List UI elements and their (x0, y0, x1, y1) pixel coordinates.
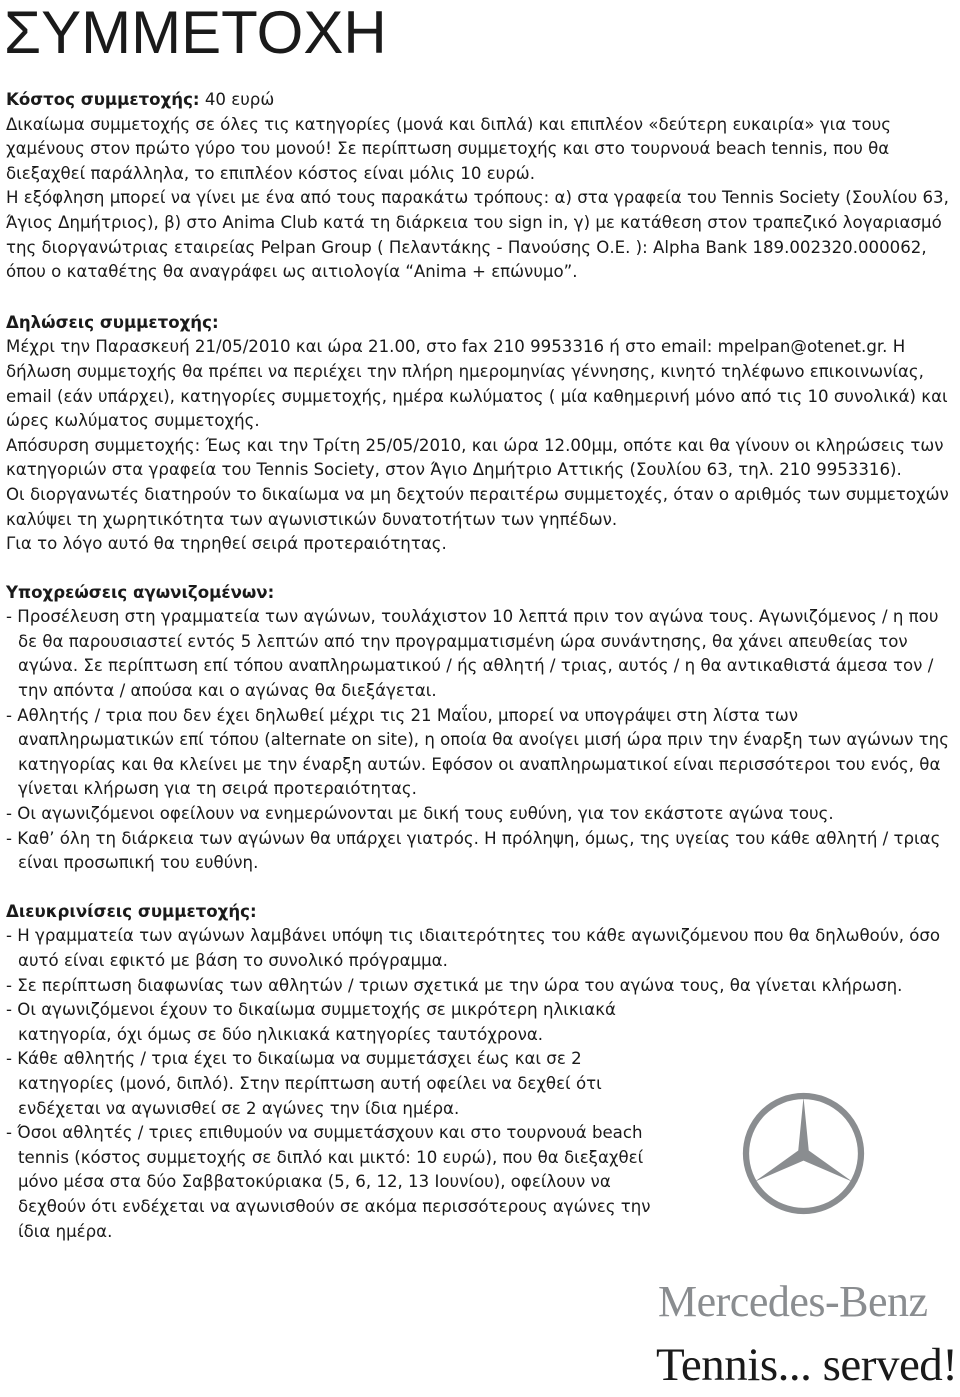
cost-value: 40 ευρώ (199, 90, 275, 109)
payment-paragraph: Η εξόφληση μπορεί να γίνει με ένα από τους παρακάτω τρόπους: α) στα γραφεία του Tennis Society (Σουλίου 63, Άγιος Δημήτριος), β) στο Anima Club κατά τη διάρκεια του sign in, γ) με κατάθεση στον τραπεζικό λογαριασμό της διοργανώτριας εταιρείας Pelpan Group ( Πελαντάκης - Πανούσης Ο.Ε. ): Alpha Bank 189.002320.000062, όπου ο καταθέτης θα αναγράφει ως αιτιολογία “Anima + επώνυμο”. (6, 188, 949, 282)
cost-line (6, 88, 952, 113)
page-title: ΣΥΜΜΕΤΟΧΗ (4, 0, 387, 66)
brand-name: Mercedes-Benz (658, 1277, 928, 1326)
declarations-paragraph: Μέχρι την Παρασκευή 21/05/2010 και ώρα 21.00, στο fax 210 9953316 ή στο email: mpelpan@otenet.gr. Η δήλωση συμμετοχής θα πρέπει να περιέχει την πλήρη ημερομηνίας γέννησης, κινητό τηλέφωνο επικοινωνίας, email (εάν υπάρχει), κατηγορίες συμμετοχής, ημέρα κωλύματος ( μία καθημερινή μόνο από τις 10 συνολικά) και ώρες κωλύματος συμμετοχής. (6, 337, 948, 431)
cost-paragraph: Δικαίωμα συμμετοχής σε όλες τις κατηγορίες (μονά και διπλά) και επιπλέον «δεύτερη ευκαιρία» για τους χαμένους στον πρώτο γύρο του μονού! Σε περίπτωση συμμετοχής και στο τουρνουά beach tennis, που θα διεξαχθεί παράλληλα, το επιπλέον κόστος είναι μόλις 10 ευρώ. (6, 114, 891, 183)
obligations-section (6, 581, 952, 876)
declarations-heading: Δηλώσεις συμμετοχής: (6, 312, 219, 332)
priority-paragraph: Για το λόγο αυτό θα τηρηθεί σειρά προτεραιότητας. (6, 534, 447, 554)
list-item: - Προσέλευση στη γραμματεία των αγώνων, τουλάχιστον 10 λεπτά πριν τον αγώνα τους. Αγωνιζόμενος / η που δε θα παρουσιαστεί εντός 5 λεπτών από την προγραμματισμένη ώρα συνάντησης, θα χάνει απευθείας τον αγώνα. Σε περίπτωση επί τόπου αναπληρωματικού / ής αθλητή / τριας, αυτός / η θα αντικαθιστά άμεσα τον / την απόντα / απούσα και ο αγώνας θα διεξάγεται. (6, 607, 939, 701)
list-item: - Καθ’ όλη τη διάρκεια των αγώνων θα υπάρχει γιατρός. Η πρόληψη, όμως, της υγείας του κάθε αθλητή / τριας είναι προσωπική του ευθύνη. (6, 828, 941, 873)
list-item: - Οι αγωνιζόμενοι έχουν το δικαίωμα συμμετοχής σε μικρότερη ηλικιακά κατηγορία, όχι όμως σε δύο ηλικιακά κατηγορίες ταυτόχρονα. (6, 1000, 616, 1044)
obligations-heading: Υποχρεώσεις αγωνιζομένων: (6, 582, 275, 602)
cost-label: Κόστος συμμετοχής: (6, 90, 200, 109)
cost-section (6, 88, 952, 285)
tagline: Tennis... served! (656, 1339, 958, 1391)
list-item: - Σε περίπτωση διαφωνίας των αθλητών / τριων σχετικά με την ώρα του αγώνα τους, θα γίνεται κλήρωση. (6, 975, 903, 995)
declarations-section (6, 311, 952, 557)
list-item: - Κάθε αθλητής / τρια έχει το δικαίωμα να συμμετάσχει έως και σε 2 κατηγορίες (μονό, διπλό). Στην περίπτωση αυτή οφείλει να δεχθεί ότι ενδέχεται να αγωνισθεί σε 2 αγώνες την ίδια ημέρα. (6, 1049, 602, 1118)
obligations-list (6, 605, 952, 876)
withdrawal-paragraph: Απόσυρση συμμετοχής: Έως και την Τρίτη 25/05/2010, και ώρα 12.00μμ, οπότε και θα γίνουν οι κληρώσεις των κατηγοριών στα γραφεία του Tennis Society, στον Άγιο Δημήτριο Αττικής (Σουλίου 63, τηλ. 210 9953316). (6, 435, 944, 480)
clarifications-heading: Διευκρινίσεις συμμετοχής: (6, 901, 257, 921)
list-item: - Αθλητής / τρια που δεν έχει δηλωθεί μέχρι τις 21 Μαΐου, μπορεί να υπογράψει στη λίστα των αναπληρωματικών επί τόπου (alternate on site), η οποία θα ανοίγει μισή ώρα πριν την έναρξη των αγώνων της κατηγορίας και θα κλείνει με την έναρξη αυτών. Εφόσον οι αναπληρωματικοί είναι περισσότεροι του ενός, θα γίνεται κλήρωση για τη σειρά προτεραιότητας. (6, 705, 949, 799)
capacity-paragraph: Οι διοργανωτές διατηρούν το δικαίωμα να μη δεχτούν περαιτέρω συμμετοχές, όταν ο αριθμός των συμμετοχών καλύψει τη χωρητικότητα των αγωνιστικών δυνατοτήτων των γηπέδων. (6, 484, 949, 529)
mercedes-star-icon (741, 1091, 866, 1216)
sponsor-logo (640, 1070, 958, 1397)
list-item: - Όσοι αθλητές / τριες επιθυμούν να συμμετάσχουν και στο τουρνουά beach tennis (κόστος συμμετοχής σε διπλό και μικτό: 10 ευρώ), που θα διεξαχθεί μόνο μέσα στα δύο Σαββατοκύριακα (5, 6, 12, 13 Ιουνίου), οφείλουν να δεχθούν ότι ενδέχεται να αγωνισθούν σε ακόμα περισσότερους αγώνες την ίδια ημέρα. (6, 1123, 651, 1241)
list-item: - Οι αγωνιζόμενοι οφείλουν να ενημερώνονται με δική τους ευθύνη, για τον εκάστοτε αγώνα τους. (6, 804, 834, 824)
list-item: - Η γραμματεία των αγώνων λαμβάνει υπόψη τις ιδιαιτερότητες του κάθε αγωνιζόμενου που θα δηλωθούν, όσο αυτό είναι εφικτό με βάση το συνολικό πρόγραμμα. (6, 926, 941, 970)
